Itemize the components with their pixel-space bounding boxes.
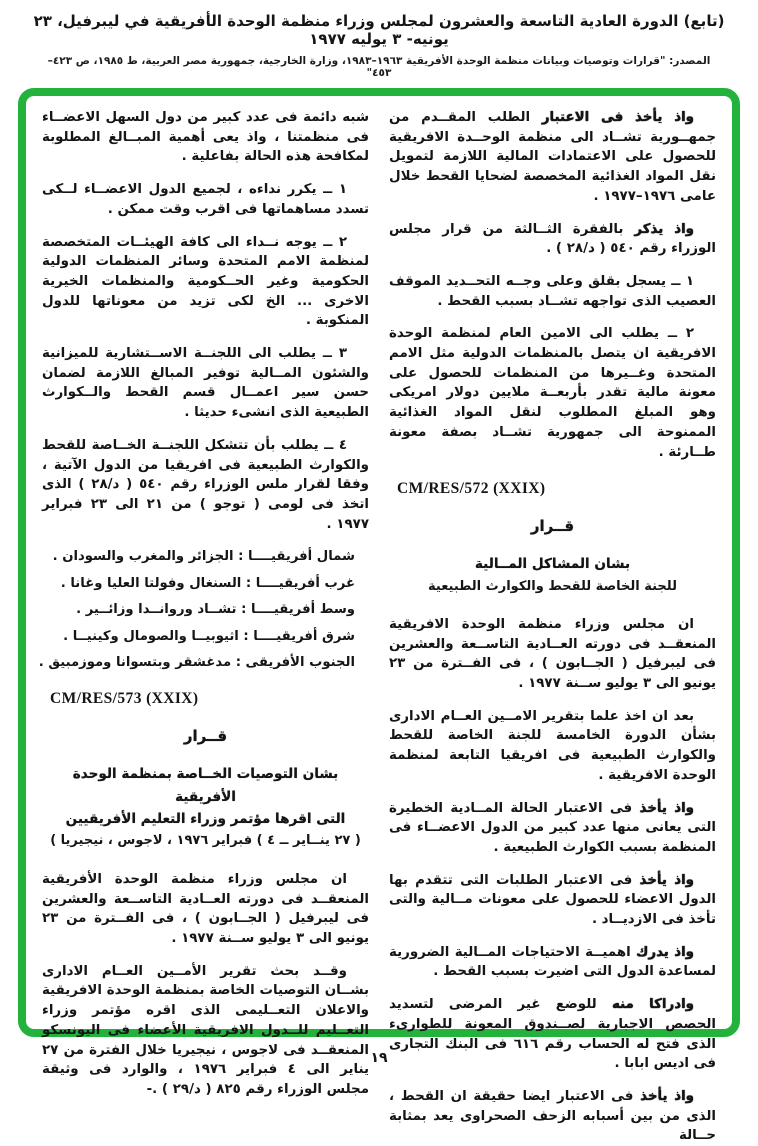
paragraph: وادراكا منه للوضع غير المرضى لتسديد الحصص الاجبارية لصــندوق المعونة للطوارىء الذى فتح له الحساب رقم ٦١٦ فى البنك التجارى فى اديس ابابا .	[389, 997, 716, 1072]
paragraph: ١ ــ يكرر نداءه ، لجميع الدول الاعضــاء لــكى تسدد مساهماتها فى اقرب وقت ممكن .	[42, 182, 369, 217]
decision-heading: قــرار	[530, 517, 575, 536]
paragraph-lead: واذ يأخذ فى الاعتبار	[541, 110, 694, 125]
paragraph: واذ يذكر بالفقرة الثــالثة من قرار مجلس الوزراء رقم ٥٤٠ ( د/٢٨ ) .	[389, 221, 716, 257]
region-item: شرق أفريقيــــا : اثيوبيــا والصومال وكينيــا .	[63, 628, 355, 644]
paragraph: واذ يأخذ فى الاعتبار الطلب المقــدم من جمهــورية تشــاد الى منظمة الوحــدة الافريقية للحصول على الاعتمادات المالية اللازمة لتمويل نقل المواد الغذائية المخصصة لضحايا القحط خلال عامى ١٩٧٦–١٩٧٧ .	[389, 110, 716, 204]
decision-subject-line: ( ٢٧ ينــاير ــ ٤ ) فبراير ١٩٧٦ ، لاجوس ، نيجيريا )	[50, 833, 361, 849]
paragraph: وقــد بحث تقرير الأمــين العــام الادارى بشــان التوصيات الخاصة بمنظمة الوحدة الافريقية والاعلان التعــليمى الذى اقره مؤتمر وزراء التعــليم للــدول الافريقية الأعضاء فى اليونسكو المنعقــد فى لاجوس ، نيجيريا خلال الفترة من ٢٧ يناير الى ٤ فبراير ١٩٧٦ ، والوارد فى وثيقة مجلس الوزراء رقم ٨٢٥ ( د/٢٩ ) .-	[42, 963, 369, 1097]
paragraph: واذ يأخذ فى الاعتبار الحالة المــادية الخطيرة التى يعانى منها عدد كبير من الدول الاعضــاء فى المنظمة بسبب الكوارث الطبيعية .	[389, 800, 716, 855]
paragraph: ٤ ــ يطلب بأن تتشكل اللجنــة الخــاصة للقحط والكوارث الطبيعية فى افريقيا من الدول الآتية ، وفقا لقرار ملس الوزراء رقم ٥٤٠ ( د/٢٨ ) الذى اتخذ فى لومى ( توجو ) من ٢١ الى ٢٣ فبراير ١٩٧٧ .	[42, 437, 369, 532]
paragraph-lead: واذ يأخذ	[639, 872, 694, 888]
paragraph-lead: واذ يدرك	[636, 944, 694, 960]
paragraph-lead: واذ يذكر	[634, 221, 695, 237]
paragraph: واذ يدرك اهميــة الاحتياجات المــالية الضرورية لمساعدة الدول التى اضيرت بسبب القحط .	[389, 944, 716, 980]
two-column-layout	[38, 108, 716, 1144]
decision-subject-line: بشان المشاكل المــالية	[474, 556, 631, 573]
session-title: (تابع) الدورة العادية التاسعة والعشرون لمجلس وزراء منظمة الوحدة الأفريقية في ليبرفيل، ٢٣ يونيه- ٣ يوليه ١٩٧٧	[33, 12, 725, 48]
decision-subject-line: للجنة الخاصة للقحط والكوارث الطبيعية	[428, 578, 677, 594]
decision-heading: قــرار	[183, 727, 228, 746]
paragraph: ان مجلس وزراء منظمة الوحدة الافريقية المنعقــد فى دورته العــادية التاســعة والعشرين فى ليبرفيل ( الجــابون ) ، فى الفــترة من ٢٣ يونيو الى ٣ يوليو ســنة ١٩٧٧ .	[389, 616, 716, 692]
decision-subject-line: بشان التوصيات الخــاصة بمنظمة الوحدة الأفريقية	[72, 766, 339, 805]
column-left	[38, 108, 369, 1097]
decision-subject	[389, 553, 716, 597]
page-number: ١٩	[370, 1050, 388, 1066]
paragraph: ٣ ــ يطلب الى اللجنــة الاســتشارية للميزانية والشئون المــالية توفير المبالغ اللازمة لضمان حسن سير اعمــال قسم القحط والــكوارث الطبيعية الذى انشىء حديثا .	[42, 346, 369, 421]
column-right	[389, 108, 716, 1144]
region-item: الجنوب الأفريقى : مدغشقر وبتسوانا وموزمبيق .	[38, 654, 355, 670]
green-border-frame	[18, 88, 740, 1144]
region-item: شمال أفريقيــــا : الجزائر والمغرب والسودان .	[52, 549, 355, 565]
regions-list	[38, 547, 369, 672]
resolution-reference: CM/RES/573 (XXIX)	[50, 690, 199, 708]
paragraph: واذ يأخذ فى الاعتبار ايضا حقيقة ان القحط ، الذى من بين أسبابه الزحف الصحراوى يعد بمثابة حــالة	[389, 1089, 716, 1144]
resolution-reference: CM/RES/572 (XXIX)	[397, 480, 546, 498]
paragraph-lead: واذ يأخذ	[639, 800, 694, 816]
paragraph-lead: وادراكا منه	[611, 997, 694, 1013]
page-footer	[0, 1047, 758, 1066]
page-header	[0, 12, 758, 79]
decision-subject	[42, 763, 369, 852]
region-item: وسط أفريقيــــا : تشــاد وروانــدا وزائــير .	[76, 602, 355, 618]
paragraph: ١ ــ يسجل بقلق وعلى وجــه التحــديد الموقف العصيب الذى تواجهه تشــاد بسبب القحط .	[389, 273, 716, 309]
paragraph: ٢ ــ يوجه نــداء الى كافة الهيئــات المتخصصة لمنظمة الامم المتحدة وسائر المنظمات الدولية الحكومية وغير الحــكومية والمنظمات الخيرية الاخرى ... الخ لكى تزيد من معوناتها للدول المنكوبة .	[42, 234, 369, 329]
paragraph-lead: واذ يأخذ	[640, 1089, 695, 1104]
source-citation: المصدر: "قرارات وتوصيات وبيانات منظمة الوحدة الأفريقية ١٩٦٣–١٩٨٣، وزارة الخارجية، جمهورية مصر العربية، ط ١٩٨٥، ص ٤٢٣–٤٥٣"	[47, 55, 711, 79]
paragraph: ٢ ــ يطلب الى الامين العام لمنظمة الوحدة الافريقية ان يتصل بالمنظمات الدولية مثل الامم المتحدة وغــيرها من المنظمات للحصول على معونة مالية تقدر بأربعــة ملايين دولار امريكى وهو المبلغ المطلوب لنقل المواد الغذائية الممنوحة الى جمهورية تشــاد بصفة معونة طــارئة .	[389, 326, 716, 460]
paragraph: واذ يأخذ فى الاعتبار الطلبات التى تتقدم بها الدول الاعضاء للحصول على معونات مــالية والتى تأخذ فى الازديــاد .	[389, 872, 716, 928]
paragraph: شبه دائمة فى عدد كبير من دول السهل الاعضــاء فى منظمتنا ، واذ يعى أهمية المبــالغ المطلوبة لمكافحة هذه الحالة بفاعلية .	[42, 110, 369, 165]
region-item: غرب أفريقيــــا : السنغال وفولتا العليا وغانا .	[60, 575, 355, 591]
decision-subject-line: التى اقرها مؤتمر وزراء التعليم الأفريقيين	[65, 811, 346, 828]
paragraph: ان مجلس وزراء منظمة الوحدة الأفريقية المنعقــد فى دورته العــادية التاســعة والعشرين فى ليبرفيل ( الجــابون ) ، فى الفــترة من ٢٣ يونيو الى ٣ يوليو ســنة ١٩٧٧ .	[42, 871, 369, 947]
paragraph: بعد ان اخذ علما بتقرير الامــين العــام الادارى بشأن الدورة الخامسة للجنة الخاصة للقحط والكوارث الطبيعية فى افريقيا التابعة لمنظمة الوحدة الافريقية .	[389, 708, 716, 783]
